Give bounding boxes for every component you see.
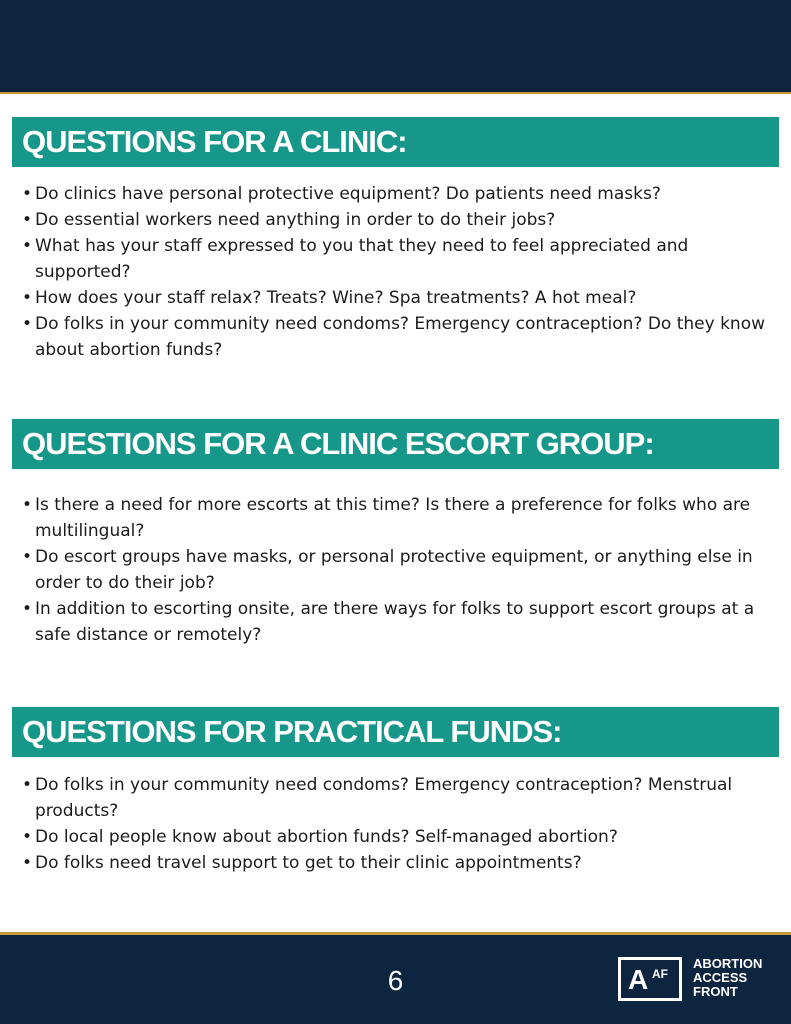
- bullet-icon: •: [22, 210, 33, 230]
- bullet-icon: •: [22, 314, 33, 334]
- logo-line-2: ACCESS: [693, 970, 748, 985]
- escort-question-list: [22, 492, 774, 648]
- list-item: • Do escort groups have masks, or personal protective equipment, or anything else in order to do their job?: [22, 544, 774, 596]
- top-banner: [0, 0, 791, 94]
- abortion-access-front-logo-icon: [618, 957, 682, 1001]
- bullet-icon: •: [22, 288, 33, 308]
- bullet-icon: •: [22, 495, 33, 515]
- section-heading-practical-funds: QUESTIONS FOR PRACTICAL FUNDS:: [12, 707, 779, 757]
- list-item: • Do local people know about abortion funds? Self-managed abortion?: [22, 824, 774, 850]
- bullet-icon: •: [22, 827, 33, 847]
- list-item: • Is there a need for more escorts at this time? Is there a preference for folks who are multilingual?: [22, 492, 774, 544]
- practical-funds-question-list: [22, 772, 774, 876]
- bullet-icon: •: [22, 184, 33, 204]
- section-heading-escort-group: QUESTIONS FOR A CLINIC ESCORT GROUP:: [12, 419, 779, 469]
- list-item: • Do folks need travel support to get to their clinic appointments?: [22, 850, 774, 876]
- list-item: • In addition to escorting onsite, are there ways for folks to support escort groups at a safe distance or remotely?: [22, 596, 774, 648]
- section-heading-clinic: QUESTIONS FOR A CLINIC:: [12, 117, 779, 167]
- bullet-icon: •: [22, 599, 33, 619]
- bullet-icon: •: [22, 775, 33, 795]
- logo-line-1: ABORTION: [693, 956, 763, 971]
- page-number: 6: [387, 965, 404, 996]
- logo-letters-af: AF: [652, 967, 668, 981]
- list-item: • Do folks in your community need condoms? Emergency contraception? Menstrual products?: [22, 772, 774, 824]
- bullet-icon: •: [22, 853, 33, 873]
- list-item: • Do essential workers need anything in order to do their jobs?: [22, 207, 774, 233]
- list-item: • Do clinics have personal protective equipment? Do patients need masks?: [22, 181, 774, 207]
- bullet-icon: •: [22, 236, 33, 256]
- footer-banner: [0, 932, 791, 1024]
- logo-line-3: FRONT: [693, 984, 738, 999]
- list-item: • Do folks in your community need condoms? Emergency contraception? Do they know about abortion funds?: [22, 311, 774, 363]
- clinic-question-list: [22, 181, 774, 363]
- list-item: • What has your staff expressed to you that they need to feel appreciated and supported?: [22, 233, 774, 285]
- logo-letter-a: A: [628, 964, 649, 995]
- logo-wordmark: [693, 957, 783, 999]
- bullet-icon: •: [22, 547, 33, 567]
- list-item: • How does your staff relax? Treats? Wine? Spa treatments? A hot meal?: [22, 285, 774, 311]
